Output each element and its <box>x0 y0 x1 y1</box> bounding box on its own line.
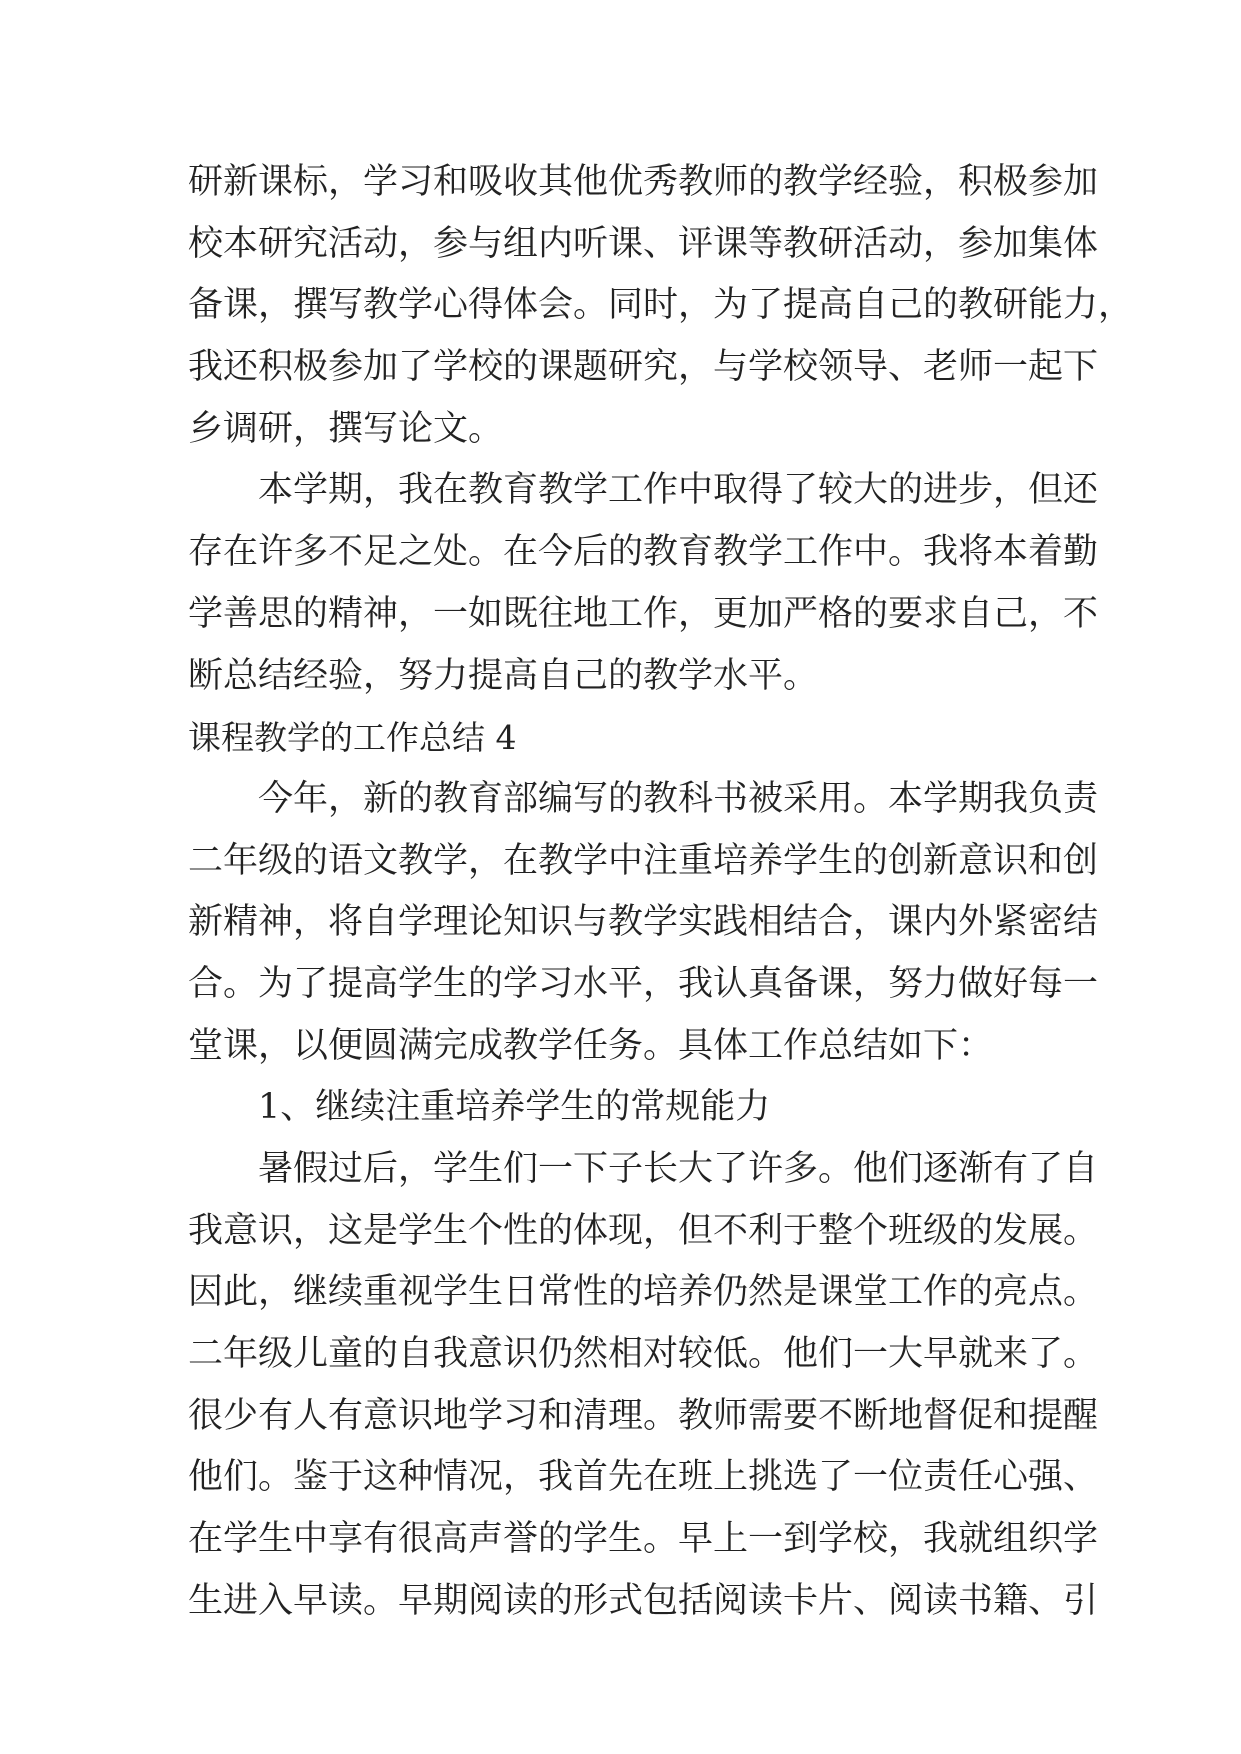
body-text <box>188 152 1134 1633</box>
text-line: 堂课，以便圆满完成教学任务。具体工作总结如下： <box>188 1025 994 1066</box>
text-line: 二年级的语文教学，在教学中注重培养学生的创新意识和创 <box>188 840 1099 881</box>
text-line: 我还积极参加了学校的课题研究，与学校领导、老师一起下 <box>188 347 1099 388</box>
subheading: 1、继续注重培养学生的常规能力 <box>258 1087 771 1128</box>
text-line: 校本研究活动，参与组内听课、评课等教研活动，参加集体 <box>188 223 1099 264</box>
text-line: 存在许多不足之处。在今后的教育教学工作中。我将本着勤 <box>188 532 1099 573</box>
text-line: 因此，继续重视学生日常性的培养仍然是课堂工作的亮点。 <box>188 1272 1099 1313</box>
paragraph-first-line: 今年，新的教育部编写的教科书被采用。本学期我负责 <box>258 778 1099 819</box>
text-line: 他们。鉴于这种情况，我首先在班上挑选了一位责任心强、 <box>188 1457 1099 1498</box>
text-line: 乡调研，撰写论文。 <box>188 408 504 449</box>
text-line: 我意识，这是学生个性的体现，但不利于整个班级的发展。 <box>188 1210 1099 1251</box>
text-line: 新精神，将自学理论知识与教学实践相结合，课内外紧密结 <box>188 902 1099 943</box>
text-line: 备课，撰写教学心得体会。同时，为了提高自己的教研能力， <box>188 285 1134 326</box>
text-line: 很少有人有意识地学习和清理。教师需要不断地督促和提醒 <box>188 1395 1099 1436</box>
text-line: 研新课标，学习和吸收其他优秀教师的教学经验，积极参加 <box>188 162 1099 202</box>
text-line: 断总结经验，努力提高自己的教学水平。 <box>188 655 819 696</box>
text-line: 学善思的精神，一如既往地工作，更加严格的要求自己，不 <box>188 593 1099 634</box>
paragraph-first-line: 暑假过后，学生们一下子长大了许多。他们逐渐有了自 <box>258 1149 1099 1189</box>
text-line: 在学生中享有很高声誉的学生。早上一到学校，我就组织学 <box>188 1519 1099 1560</box>
text-line: 生进入早读。早期阅读的形式包括阅读卡片、阅读书籍、引 <box>188 1580 1099 1621</box>
text-line: 合。为了提高学生的学习水平，我认真备课，努力做好每一 <box>188 963 1099 1004</box>
section-heading: 课程教学的工作总结 4 <box>188 718 517 758</box>
text-line: 二年级儿童的自我意识仍然相对较低。他们一大早就来了。 <box>188 1334 1099 1375</box>
paragraph-first-line: 本学期，我在教育教学工作中取得了较大的进步，但还 <box>258 470 1099 511</box>
